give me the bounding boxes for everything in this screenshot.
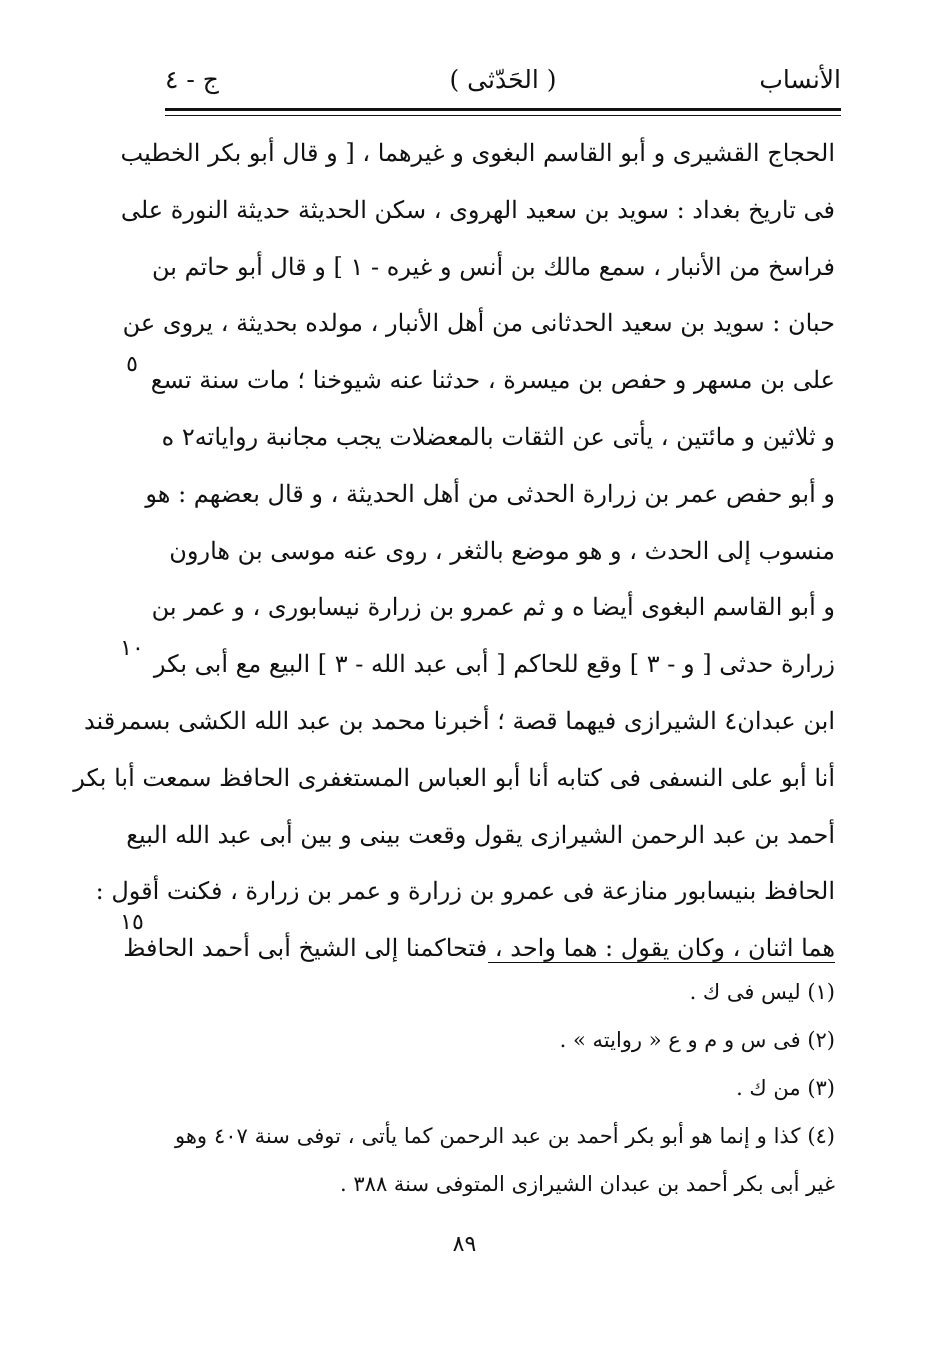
- text-line: الحجاج القشيرى و أبو القاسم البغوى و غيرهما ، [ و قال أبو بكر الخطيب: [120, 139, 835, 167]
- text-line: حبان : سويد بن سعيد الحدثانى من أهل الأنبار ، مولده بحديثة ، يروى عن: [122, 309, 835, 338]
- line-number-15: ١٥: [120, 910, 144, 935]
- text-line: زرارة حدثى [ و - ٣ ] وقع للحاكم [ أبى عبد الله - ٣ ] البيع مع أبى بكر: [153, 650, 835, 679]
- footnote-3: (٣) من ك .: [736, 1076, 835, 1100]
- text-line: فى تاريخ بغداد : سويد بن سعيد الهروى ، سكن الحديثة حديثة النورة على: [120, 195, 835, 224]
- line-number-5: ٥: [126, 352, 138, 377]
- text-line: منسوب إلى الحدث ، و هو موضع بالثغر ، روى عنه موسى بن هارون: [169, 536, 835, 565]
- chapter-title: ( الحَدّثى ): [449, 65, 557, 94]
- footnote-4: (٤) كذا و إنما هو أبو بكر أحمد بن عبد الرحمن كما يأتى ، توفى سنة ٤٠٧ وهو: [175, 1124, 835, 1148]
- footnote-4-continued: غير أبى بكر أحمد بن عبدان الشيرازى المتوفى سنة ٣٨٨ .: [340, 1172, 835, 1196]
- running-header: [165, 58, 841, 102]
- footnotes: [175, 968, 835, 1208]
- text-line: على بن مسهر و حفص بن ميسرة ، حدثنا عنه شيوخنا ؛ مات سنة تسع: [150, 366, 835, 395]
- text-line: الحافظ بنيسابور منازعة فى عمرو بن زرارة و عمر بن زرارة ، فكنت أقول :: [95, 877, 835, 906]
- text-line: و ثلاثين و مائتين ، يأتى عن الثقات بالمعضلات يجب مجانبة رواياته٢ ه: [161, 422, 835, 451]
- text-line: هما اثنان ، وكان يقول : هما واحد ، فتحاكمنا إلى الشيخ أبى أحمد الحافظ: [123, 934, 835, 963]
- header-rule-thick: [165, 108, 841, 111]
- text-line: و أبو القاسم البغوى أيضا ه و ثم عمرو بن زرارة نيسابورى ، و عمر بن: [151, 593, 835, 622]
- header-rule-thin: [165, 115, 841, 116]
- footnote-2: (٢) فى س و م و ع « روايته » .: [559, 1028, 835, 1052]
- line-number-10: ١٠: [120, 636, 144, 661]
- volume-number: ج - ٤: [165, 65, 219, 94]
- text-line: أحمد بن عبد الرحمن الشيرازى يقول وقعت بينى و بين أبى عبد الله البيع: [126, 820, 835, 849]
- text-line: ابن عبدان٤ الشيرازى فيهما قصة ؛ أخبرنا محمد بن عبد الله الكشى بسمرقند: [83, 706, 835, 735]
- footnote-1: (١) ليس فى ك .: [689, 980, 835, 1004]
- text-line: فراسخ من الأنبار ، سمع مالك بن أنس و غيره - ١ ] و قال أبو حاتم بن: [152, 252, 835, 281]
- page-number: ٨٩: [452, 1232, 477, 1257]
- book-title: الأنساب: [759, 65, 841, 94]
- footnote-rule: [488, 962, 835, 963]
- text-line: و أبو حفص عمر بن زرارة الحدثى من أهل الحديثة ، و قال بعضهم : هو: [145, 479, 835, 508]
- text-line: أنا أبو على النسفى فى كتابه أنا أبو العباس المستغفرى الحافظ سمعت أبا بكر: [73, 763, 835, 792]
